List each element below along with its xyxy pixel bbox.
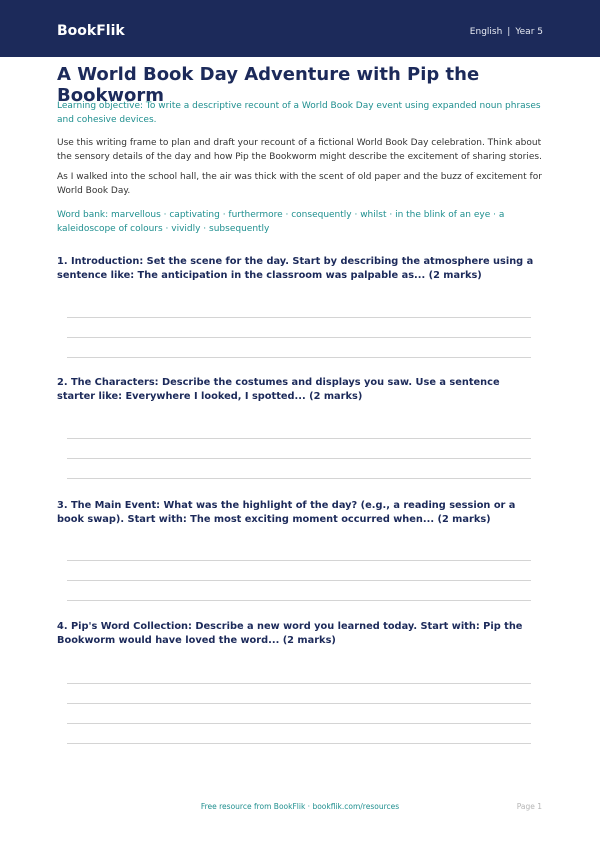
- answer-line: [67, 478, 531, 479]
- footer-text: Free resource from BookFlik · bookflik.com/resources: [200, 802, 400, 811]
- subject-label: English: [469, 27, 503, 37]
- answer-line: [67, 723, 531, 724]
- answer-line: [67, 580, 531, 581]
- answer-line: [67, 683, 531, 684]
- brand-logo-text: BookFlik: [57, 23, 125, 39]
- question-3: 3. The Main Event: What was the highlight of the day? (e.g., a reading session or a book swap). Start with: The most exciting moment occurred when... (2 marks): [57, 500, 516, 525]
- answer-line: [67, 458, 531, 459]
- header-meta: [470, 27, 543, 37]
- page-title: A World Book Day Adventure with Pip the Bookworm: [57, 64, 480, 106]
- page-header: [0, 0, 600, 57]
- word-bank: Word bank: marvellous · captivating · furthermore · consequently · whilst · in the blink of an eye · a kaleidoscope of colours · vividly · subsequently: [57, 210, 505, 234]
- answer-line: [67, 743, 531, 744]
- answer-line: [67, 438, 531, 439]
- example-sentence: As I walked into the school hall, the air was thick with the scent of old paper and the buzz of excitement for World Book Day.: [57, 172, 542, 196]
- year-label: Year 5: [515, 27, 543, 37]
- answer-line: [67, 703, 531, 704]
- question-4: 4. Pip's Word Collection: Describe a new word you learned today. Start with: Pip the Bookworm would have loved the word... (2 marks): [57, 621, 523, 646]
- answer-line: [67, 600, 531, 601]
- question-1: 1. Introduction: Set the scene for the day. Start by describing the atmosphere using a sentence like: The anticipation in the classroom was palpable as... (2 marks): [57, 256, 534, 281]
- page-number: Page 1: [516, 802, 542, 811]
- answer-line: [67, 560, 531, 561]
- answer-line: [67, 337, 531, 338]
- question-2: 2. The Characters: Describe the costumes and displays you saw. Use a sentence starter like: Everywhere I looked, I spotted... (2 marks): [57, 377, 500, 402]
- learning-objective: Learning objective: To write a descriptive recount of a World Book Day event using expanded noun phrases and cohesive devices.: [57, 101, 541, 125]
- answer-line: [67, 317, 531, 318]
- intro-paragraph: Use this writing frame to plan and draft your recount of a fictional World Book Day celebration. Think about the sensory details of the day and how Pip the Bookworm might describe the excitement of sharing stories.: [57, 138, 542, 162]
- header-separator: |: [507, 27, 511, 37]
- answer-line: [67, 357, 531, 358]
